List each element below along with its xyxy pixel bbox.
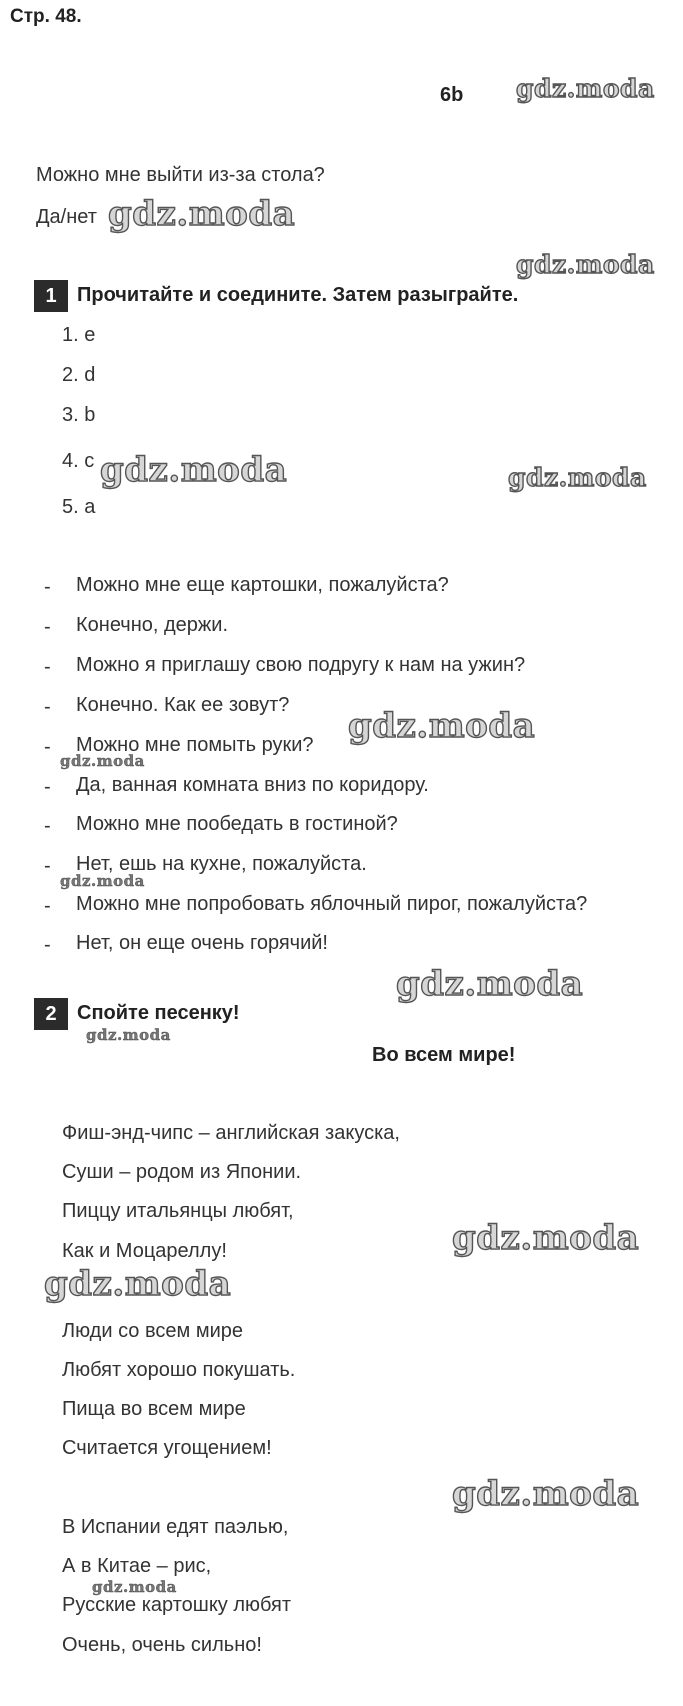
dialogue-line-9: Можно мне попробовать яблочный пирог, пожалуйста? <box>76 893 588 915</box>
dialogue-line-10: Нет, он еще очень горячий! <box>76 932 328 954</box>
song-line-3: Пиццу итальянцы любят, <box>62 1200 294 1222</box>
dialogue-dash: - <box>44 934 51 956</box>
task1-answer-2: 2. d <box>62 364 96 386</box>
song-line-5: Люди со всем мире <box>62 1320 243 1342</box>
dialogue-line-7: Можно мне пообедать в гостиной? <box>76 813 398 835</box>
dialogue-line-6: Да, ванная комната вниз по коридору. <box>76 774 429 796</box>
task1-answer-4: 4. c <box>62 450 95 472</box>
song-line-2: Суши – родом из Японии. <box>62 1161 302 1183</box>
song-title: Во всем мире! <box>372 1044 516 1066</box>
watermark: gdz.moda <box>516 250 655 279</box>
dialogue-dash: - <box>44 576 51 598</box>
dialogue-dash: - <box>44 616 51 638</box>
dialogue-line-2: Конечно, держи. <box>76 614 229 636</box>
watermark: gdz.moda <box>348 706 536 746</box>
dialogue-line-8: Нет, ешь на кухне, пожалуйста. <box>76 853 367 875</box>
task1-answer-1: 1. e <box>62 324 96 346</box>
dialogue-line-3: Можно я приглашу свою подругу к нам на ужин? <box>76 654 526 676</box>
task1-title: Прочитайте и соедините. Затем разыграйте. <box>77 284 519 306</box>
watermark: gdz.moda <box>92 1578 177 1596</box>
watermark: gdz.moda <box>452 1218 640 1258</box>
song-line-8: Считается угощением! <box>62 1437 272 1459</box>
dialogue-dash: - <box>44 815 51 837</box>
watermark: gdz.moda <box>44 1264 232 1304</box>
song-line-11: Русские картошку любят <box>62 1594 292 1616</box>
dialogue-dash: - <box>44 736 51 758</box>
page-reference: Стр. 48. <box>10 6 82 27</box>
song-line-9: В Испании едят паэлью, <box>62 1516 289 1538</box>
watermark: gdz.moda <box>108 194 296 234</box>
song-line-4: Как и Моцареллу! <box>62 1240 227 1262</box>
watermark: gdz.moda <box>60 872 145 890</box>
watermark: gdz.moda <box>396 964 584 1004</box>
song-line-7: Пища во всем мире <box>62 1398 246 1420</box>
song-line-1: Фиш-энд-чипс – английская закуска, <box>62 1122 400 1144</box>
watermark: gdz.moda <box>516 74 655 103</box>
watermark: gdz.moda <box>86 1026 171 1044</box>
song-line-12: Очень, очень сильно! <box>62 1634 262 1656</box>
lesson-number: 6b <box>440 84 464 106</box>
task2-number-badge: 2 <box>34 998 68 1030</box>
dialogue-line-4: Конечно. Как ее зовут? <box>76 694 290 716</box>
dialogue-line-5: Можно мне помыть руки? <box>76 734 314 756</box>
task1-number-badge: 1 <box>34 280 68 312</box>
intro-answer: Да/нет <box>36 206 97 228</box>
task2-title: Спойте песенку! <box>77 1002 240 1024</box>
dialogue-dash: - <box>44 855 51 877</box>
watermark: gdz.moda <box>508 463 647 492</box>
dialogue-dash: - <box>44 895 51 917</box>
dialogue-line-1: Можно мне еще картошки, пожалуйста? <box>76 574 449 596</box>
song-line-10: А в Китае – рис, <box>62 1555 212 1577</box>
task1-answer-5: 5. a <box>62 496 96 518</box>
dialogue-dash: - <box>44 656 51 678</box>
dialogue-dash: - <box>44 696 51 718</box>
intro-question: Можно мне выйти из-за стола? <box>36 164 325 186</box>
watermark: gdz.moda <box>60 752 145 770</box>
watermark: gdz.moda <box>100 450 288 490</box>
song-line-6: Любят хорошо покушать. <box>62 1359 296 1381</box>
dialogue-dash: - <box>44 776 51 798</box>
task1-answer-3: 3. b <box>62 404 96 426</box>
watermark: gdz.moda <box>452 1474 640 1514</box>
